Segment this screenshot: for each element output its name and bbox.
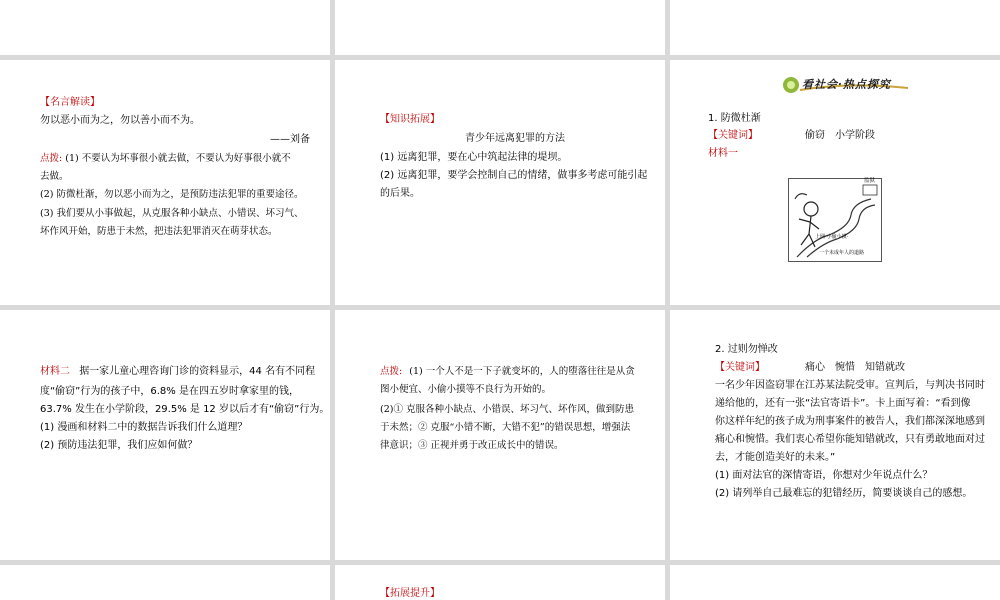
- hint-label: 点拨:: [380, 366, 403, 377]
- text-line: 你这样年纪的孩子成为刑事案件的被告人，我们都深深地感到: [715, 416, 985, 427]
- text-line: 63.7% 发生在小学阶段，29.5% 是 12 岁以后才有“偷窃”行为。: [40, 404, 330, 415]
- note-line: 坏作风开始，防患于未然，把违法犯罪消灭在萌芽状态。: [40, 226, 278, 237]
- material-label: 材料一: [708, 148, 738, 159]
- slide-bottom-middle: [335, 565, 665, 600]
- section-tag: 【名言解读】: [40, 97, 100, 108]
- section-heading: 1. 防微杜渐: [708, 113, 761, 124]
- keyword-label: 【关键词】: [715, 362, 765, 373]
- slide-correct-mistakes: [670, 310, 1000, 560]
- slide-top-right: [670, 0, 1000, 55]
- text-line: 的后果。: [380, 188, 420, 199]
- text-line: 度“偷窃”行为的孩子中，6.8% 是在四五岁时拿家里的钱，: [40, 386, 299, 397]
- text-content: 据一家儿童心理咨询门诊的资料显示，44 名有不同程: [79, 366, 316, 377]
- slide-knowledge-extension: [335, 60, 665, 305]
- note-line: 去做。: [40, 171, 69, 182]
- slide-bottom-left: [0, 565, 330, 600]
- keyword-label: 【关键词】: [708, 130, 758, 141]
- text-line: 于未然；② 克服“小错不断，大错不犯”的错误思想，增强法: [380, 422, 631, 433]
- question-line: (2) 请列举自己最难忘的犯错经历，简要谈谈自己的感想。: [715, 488, 973, 499]
- keyword-values: 痛心 惋惜 知错就改: [805, 362, 905, 373]
- question-line: (1) 漫画和材料二中的数据告诉我们什么道理？: [40, 422, 248, 433]
- quote-author: ——刘备: [270, 134, 310, 145]
- text-line: 图小便宜、小偷小摸等不良行为开始的。: [380, 384, 552, 395]
- text-line: [380, 363, 635, 381]
- quote-text: 勿以恶小而为之，勿以善小而不为。: [40, 115, 200, 126]
- note-line: [40, 150, 291, 168]
- text-line: 痛心和惋惜。我们衷心希望你能知错就改，只有勇敢地面对过: [715, 434, 985, 445]
- section-tag: 【知识拓展】: [380, 114, 440, 125]
- cartoon-path-label: 上网·小偷小摸·: [815, 234, 849, 240]
- slide-top-middle: [335, 0, 665, 55]
- question-line: (1) 面对法官的深情寄语，你想对少年说点什么？: [715, 470, 933, 481]
- text-line: (1) 远离犯罪，要在心中筑起法律的堤坝。: [380, 152, 568, 163]
- text-content: (1) 一个人不是一下子就变坏的，人的堕落往往是从贪: [409, 366, 635, 377]
- cartoon-sign: 监狱: [864, 178, 876, 184]
- slide-hint: [335, 310, 665, 560]
- text-line: 律意识；③ 正视并勇于改正成长中的错误。: [380, 440, 564, 451]
- slide-famous-quote: [0, 60, 330, 305]
- note-text: (1) 不要认为坏事很小就去做，不要认为好事很小就不: [65, 153, 291, 164]
- section-tag: 【拓展提升】: [380, 588, 440, 599]
- section-badge: [780, 74, 910, 96]
- slide-title: 青少年远离犯罪的方法: [465, 133, 565, 144]
- cartoon-caption: 一个未成年人的道路: [819, 250, 865, 256]
- note-line: (2) 防微杜渐，勿以恶小而为之，是预防违法犯罪的重要途径。: [40, 189, 304, 200]
- slide-society-hotspot: [670, 60, 1000, 305]
- text-line: (2)① 克服各种小缺点、小错误、坏习气、坏作风，做到防患: [380, 404, 634, 415]
- material-label: 材料二: [40, 366, 70, 377]
- slide-top-left: [0, 0, 330, 55]
- text-line: [40, 363, 315, 381]
- text-line: 递给他的，还有一张“法官寄语卡”。卡上面写着：“看到像: [715, 398, 971, 409]
- text-line: 去，才能创造美好的未来。”: [715, 452, 836, 463]
- slide-material-two: [0, 310, 330, 560]
- note-line: (3) 我们要从小事做起，从克服各种小缺点、小错误、坏习气、: [40, 208, 304, 219]
- text-line: 一名少年因盗窃罪在江苏某法院受审。宣判后，与判决书同时: [715, 380, 985, 391]
- badge-title: 看社会·热点探究: [802, 78, 891, 91]
- note-label: 点拨:: [40, 153, 63, 164]
- question-line: (2) 预防违法犯罪，我们应如何做？: [40, 440, 198, 451]
- cartoon-illustration: [788, 178, 882, 262]
- slide-bottom-right: [670, 565, 1000, 600]
- text-line: (2) 远离犯罪，要学会控制自己的情绪，做事多考虑可能引起: [380, 170, 648, 181]
- keyword-values: 偷窃 小学阶段: [805, 130, 875, 141]
- section-heading: 2. 过则勿惮改: [715, 344, 778, 355]
